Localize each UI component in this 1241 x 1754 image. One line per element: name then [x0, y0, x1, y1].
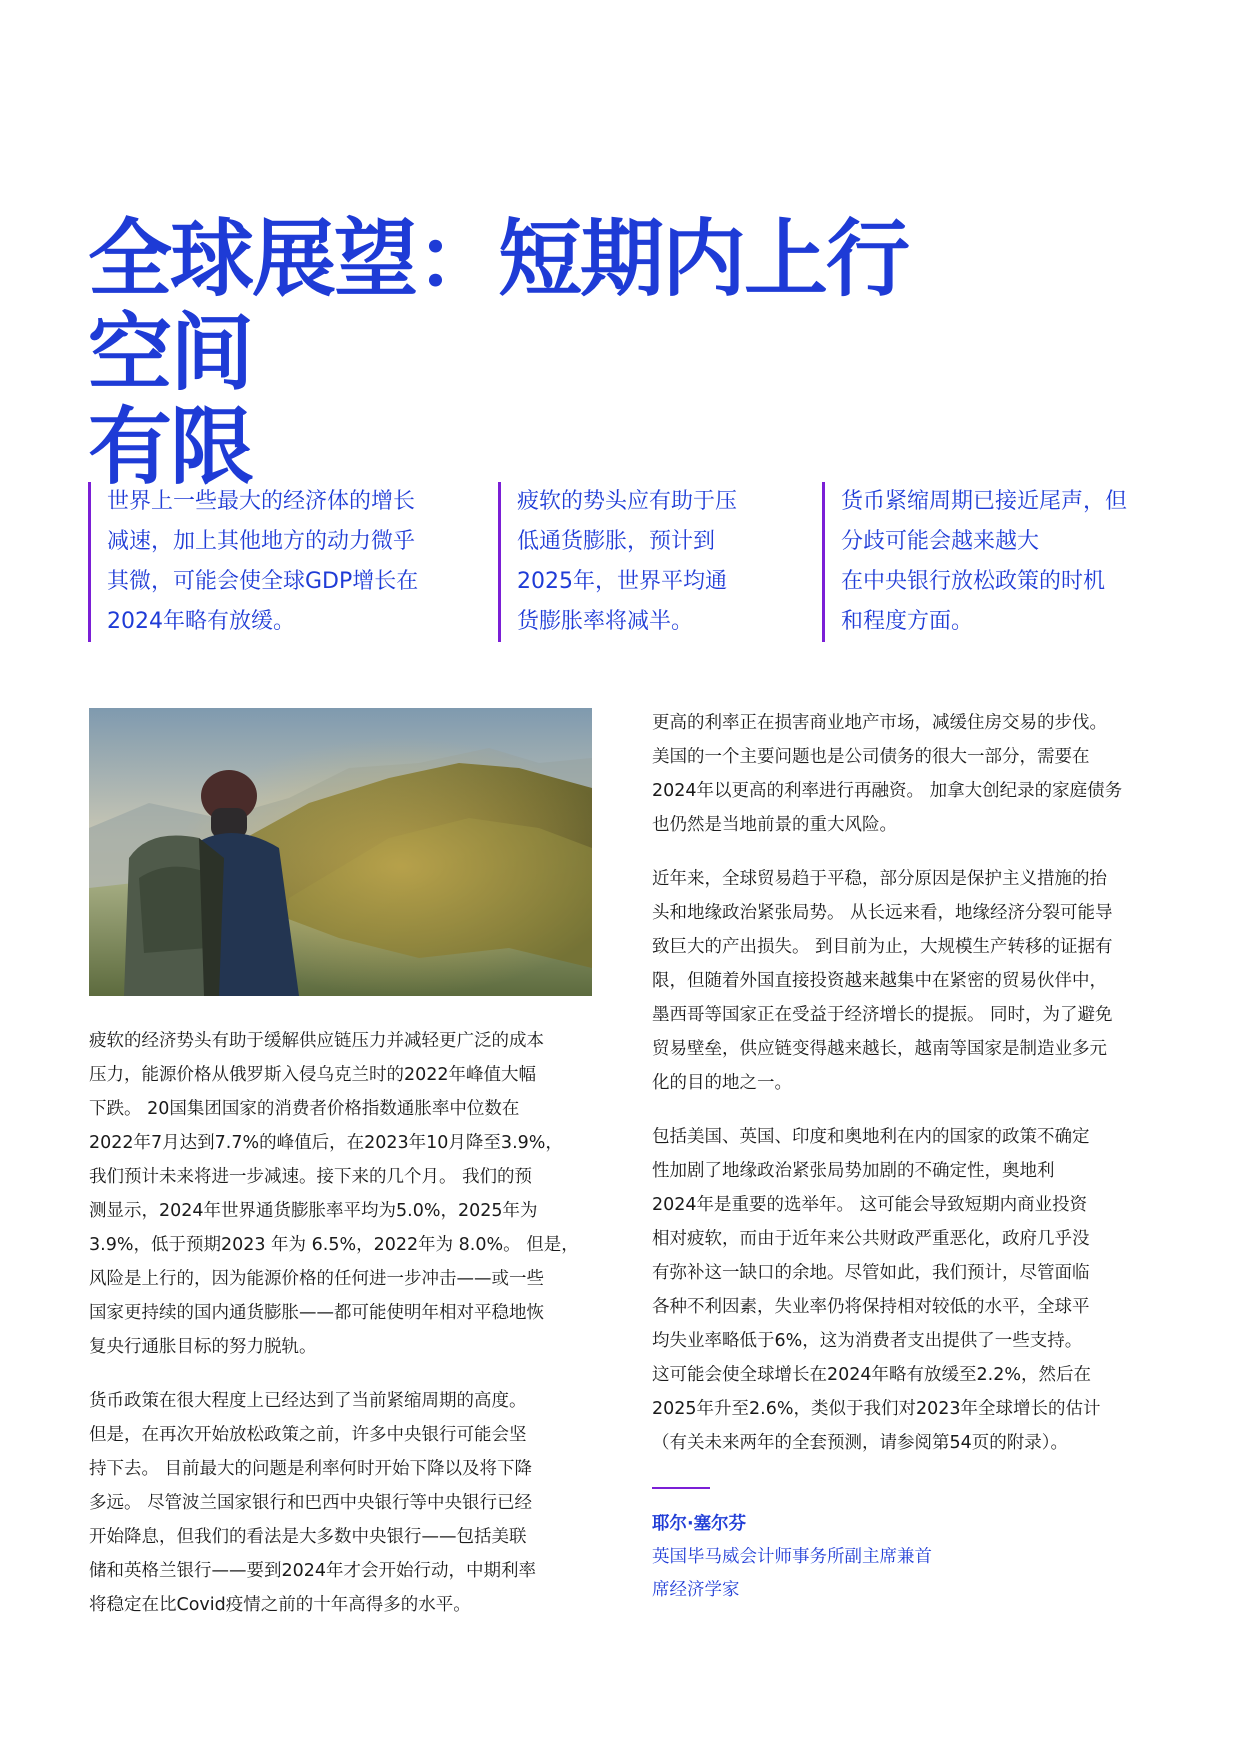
text-line: 压力，能源价格从俄罗斯入侵乌克兰时的2022年峰值大幅: [89, 1065, 537, 1085]
text-line: 开始降息，但我们的看法是大多数中央银行——包括美联: [89, 1527, 527, 1547]
author-role-line: 英国毕马威会计师事务所副主席兼首: [652, 1547, 932, 1567]
text-line: 有弥补这一缺口的余地。尽管如此，我们预计，尽管面临: [652, 1263, 1090, 1283]
highlight-growth: [88, 482, 437, 642]
text-line: 复央行通胀目标的努力脱轨。: [89, 1337, 317, 1357]
text-line: 头和地缘政治紧张局势。 从长远来看，地缘经济分裂可能导: [652, 903, 1113, 923]
text-line: 致巨大的产出损失。 到目前为止，大规模生产转移的证据有: [652, 937, 1113, 957]
paragraph-monetary-policy: [89, 1384, 599, 1622]
author-role-line: 席经济学家: [652, 1580, 740, 1600]
left-column: [89, 1024, 599, 1642]
page-title-line: 全球展望：短期内上行空间: [88, 209, 909, 402]
highlight-line: 疲软的势头应有助于压: [517, 489, 738, 514]
author-divider: [652, 1487, 710, 1489]
text-line: 货币政策在很大程度上已经达到了当前紧缩周期的高度。: [89, 1391, 527, 1411]
author-name: 耶尔·塞尔芬: [652, 1514, 747, 1534]
text-line: 下跌。 20国集团国家的消费者价格指数通胀率中位数在: [89, 1099, 520, 1119]
highlight-inflation: [498, 482, 787, 642]
text-line: 相对疲软，而由于近年来公共财政严重恶化，政府几乎没: [652, 1229, 1090, 1249]
text-line: 也仍然是当地前景的重大风险。: [652, 815, 897, 835]
paragraph-global-trade: [652, 862, 1172, 1100]
text-line: 持下去。 目前最大的问题是利率何时开始下降以及将下降: [89, 1459, 533, 1479]
author-block: [652, 1508, 1032, 1607]
page-title-line: 有限: [88, 397, 253, 496]
text-line: 限，但随着外国直接投资越来越集中在紧密的贸易伙伴中，: [652, 971, 1107, 991]
highlight-line: 低通货膨胀，预计到: [517, 529, 716, 554]
text-line: 将稳定在比Covid疫情之前的十年高得多的水平。: [89, 1595, 471, 1615]
paragraph-interest-rates: [652, 706, 1172, 842]
text-line: 2024年以更高的利率进行再融资。 加拿大创纪录的家庭债务: [652, 781, 1123, 801]
highlight-line: 2025年，世界平均通: [517, 569, 727, 594]
text-line: 均失业率略低于6%，这为消费者支出提供了一些支持。: [652, 1331, 1083, 1351]
highlight-monetary: [822, 482, 1171, 642]
highlight-line: 世界上一些最大的经济体的增长: [107, 489, 416, 514]
text-line: 但是，在再次开始放松政策之前，许多中央银行可能会坚: [89, 1425, 527, 1445]
right-column: [652, 706, 1172, 1480]
text-line: 2025年升至2.6%，类似于我们对2023年全球增长的估计: [652, 1399, 1101, 1419]
text-line: 我们预计未来将进一步减速。接下来的几个月。 我们的预: [89, 1167, 533, 1187]
highlight-line: 在中央银行放松政策的时机: [841, 569, 1106, 594]
text-line: 性加剧了地缘政治紧张局势加剧的不确定性，奥地利: [652, 1161, 1055, 1181]
text-line: 2024年是重要的选举年。 这可能会导致短期内商业投资: [652, 1195, 1088, 1215]
highlight-line: 2024年略有放缓。: [107, 609, 295, 634]
text-line: 墨西哥等国家正在受益于经济增长的提振。 同时，为了避免: [652, 1005, 1113, 1025]
text-line: 包括美国、英国、印度和奥地利在内的国家的政策不确定: [652, 1127, 1090, 1147]
text-line: 美国的一个主要问题也是公司债务的很大一部分，需要在: [652, 747, 1090, 767]
text-line: 多远。 尽管波兰国家银行和巴西中央银行等中央银行已经: [89, 1493, 533, 1513]
paragraph-inflation: [89, 1024, 599, 1364]
text-line: 国家更持续的国内通货膨胀——都可能使明年相对平稳地恢: [89, 1303, 544, 1323]
text-line: 储和英格兰银行——要到2024年才会开始行动，中期利率: [89, 1561, 537, 1581]
hiker-mountain-photo: [89, 708, 592, 996]
text-line: 更高的利率正在损害商业地产市场，减缓住房交易的步伐。: [652, 713, 1107, 733]
text-line: 这可能会使全球增长在2024年略有放缓至2.2%，然后在: [652, 1365, 1091, 1385]
highlight-line: 分歧可能会越来越大: [841, 529, 1040, 554]
text-line: （有关未来两年的全套预测，请参阅第54页的附录）。: [652, 1433, 1069, 1453]
page-title: [88, 209, 988, 496]
highlight-line: 和程度方面。: [841, 609, 974, 634]
text-line: 测显示，2024年世界通货膨胀率平均为5.0%，2025年为: [89, 1201, 538, 1221]
text-line: 风险是上行的，因为能源价格的任何进一步冲击——或一些: [89, 1269, 544, 1289]
text-line: 近年来，全球贸易趋于平稳，部分原因是保护主义措施的抬: [652, 869, 1107, 889]
text-line: 各种不利因素，失业率仍将保持相对较低的水平，全球平: [652, 1297, 1090, 1317]
text-line: 3.9%，低于预期2023 年为 6.5%，2022年为 8.0%。 但是，: [89, 1235, 579, 1255]
highlight-line: 货膨胀率将减半。: [517, 609, 694, 634]
text-line: 贸易壁垒，供应链变得越来越长，越南等国家是制造业多元: [652, 1039, 1107, 1059]
text-line: 疲软的经济势头有助于缓解供应链压力并减轻更广泛的成本: [89, 1031, 544, 1051]
text-line: 化的目的地之一。: [652, 1073, 792, 1093]
paragraph-policy-uncertainty: [652, 1120, 1172, 1460]
highlight-line: 其微，可能会使全球GDP增长在: [107, 569, 419, 594]
author-role: [652, 1541, 1032, 1607]
text-line: 2022年7月达到7.7%的峰值后，在2023年10月降至3.9%，: [89, 1133, 563, 1153]
highlight-line: 货币紧缩周期已接近尾声，但: [841, 489, 1128, 514]
highlight-line: 减速，加上其他地方的动力微乎: [107, 529, 416, 554]
